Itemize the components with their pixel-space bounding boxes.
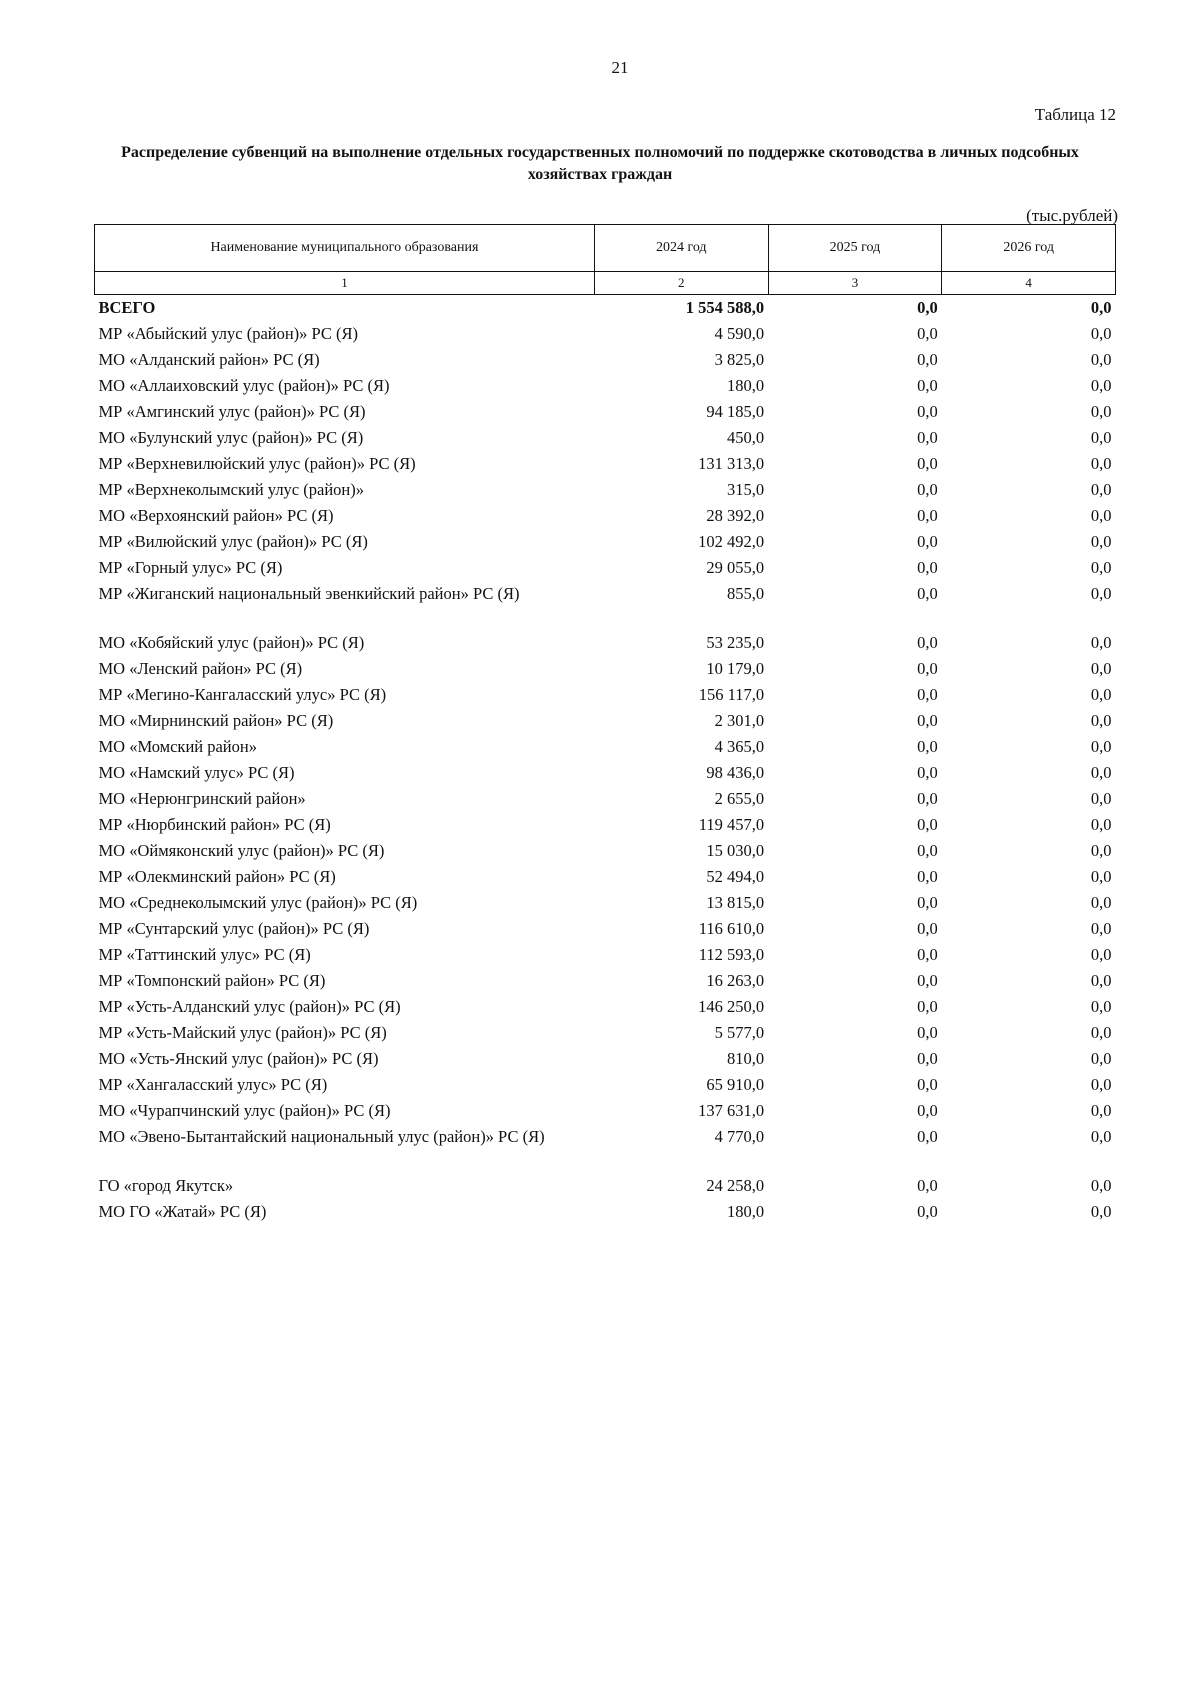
- value-2025-cell: 0,0: [917, 971, 938, 990]
- table-row: [95, 1199, 1116, 1225]
- table-row: [95, 555, 1116, 581]
- municipality-name-cell: МО «Нерюнгринский район»: [98, 789, 306, 808]
- column-header-2026: 2026 год: [942, 225, 1116, 272]
- value-2024-cell: 450,0: [727, 428, 765, 447]
- value-2026-cell: 0,0: [1090, 971, 1112, 990]
- value-2024-cell: 52 494,0: [706, 867, 765, 886]
- table-row: [95, 503, 1116, 529]
- value-2026-cell: 0,0: [1090, 737, 1112, 756]
- table-number: Таблица 12: [1034, 105, 1116, 124]
- table-row: [95, 1098, 1116, 1124]
- value-2024-cell: 16 263,0: [706, 971, 765, 990]
- table-row: [95, 708, 1116, 734]
- value-2026-cell: 0,0: [1090, 1127, 1112, 1146]
- value-2025-cell: 0,0: [917, 584, 938, 603]
- value-2025-cell: 0,0: [917, 350, 938, 369]
- value-2025-cell: 0,0: [917, 428, 938, 447]
- table-row: [95, 425, 1116, 451]
- value-2025-cell: 0,0: [917, 737, 938, 756]
- value-2024-cell: 810,0: [727, 1049, 765, 1068]
- municipality-name-cell: МО «Мирнинский район» РС (Я): [98, 711, 334, 730]
- value-2026-cell: 0,0: [1090, 376, 1112, 395]
- municipality-name-cell: МР «Усть-Майский улус (район)» РС (Я): [98, 1023, 387, 1042]
- page-number: 21: [611, 58, 629, 77]
- table-row: [95, 760, 1116, 786]
- column-index: 4: [942, 272, 1116, 295]
- table-row: [95, 321, 1116, 347]
- value-2024-cell: 2 655,0: [714, 789, 765, 808]
- column-index: 2: [594, 272, 768, 295]
- table-row: [95, 451, 1116, 477]
- value-2025-cell: 0,0: [917, 763, 938, 782]
- municipality-name-cell: МО «Кобяйский улус (район)» РС (Я): [98, 633, 365, 652]
- value-2024-cell: 13 815,0: [706, 893, 765, 912]
- value-2025-cell: 0,0: [917, 532, 938, 551]
- table-row: [95, 630, 1116, 656]
- municipality-name-cell: МО «Момский район»: [98, 737, 257, 756]
- value-2025-cell: 0,0: [917, 558, 938, 577]
- value-2025-cell: 0,0: [917, 480, 938, 499]
- value-2025-cell: 0,0: [917, 711, 938, 730]
- value-2024-cell: 1 554 588,0: [594, 295, 768, 322]
- value-2025-cell: 0,0: [917, 997, 938, 1016]
- value-2024-cell: 29 055,0: [706, 558, 765, 577]
- value-2024-cell: 28 392,0: [706, 506, 765, 525]
- value-2026-cell: 0,0: [1090, 1049, 1112, 1068]
- document-title: Распределение субвенций на выполнение отдельных государственных полномочий по поддержке скотоводства в личных подсобных хозяйствах граждан: [121, 144, 1079, 183]
- value-2024-cell: 65 910,0: [706, 1075, 765, 1094]
- value-2026-cell: 0,0: [1090, 402, 1112, 421]
- spacer-row: [95, 607, 1116, 630]
- municipality-name-cell: МР «Верхнеколымский улус (район)»: [98, 480, 364, 499]
- value-2026-cell: 0,0: [1090, 659, 1112, 678]
- value-2026-cell: 0,0: [1090, 1202, 1112, 1221]
- municipality-name-cell: МР «Томпонский район» РС (Я): [98, 971, 326, 990]
- value-2026-cell: 0,0: [1090, 454, 1112, 473]
- value-2024-cell: 119 457,0: [698, 815, 765, 834]
- value-2026-cell: 0,0: [1090, 480, 1112, 499]
- municipality-name-cell: МР «Нюрбинский район» РС (Я): [98, 815, 331, 834]
- value-2025-cell: 0,0: [917, 841, 938, 860]
- column-header-name: Наименование муниципального образования: [95, 225, 595, 272]
- value-2026-cell: 0,0: [1090, 506, 1112, 525]
- value-2026-cell: 0,0: [1090, 763, 1112, 782]
- value-2025-cell: 0,0: [917, 1176, 938, 1195]
- value-2024-cell: 180,0: [727, 376, 765, 395]
- table-row: [95, 916, 1116, 942]
- value-2026-cell: 0,0: [1090, 532, 1112, 551]
- value-2025-cell: 0,0: [917, 919, 938, 938]
- column-header-2024: 2024 год: [594, 225, 768, 272]
- value-2024-cell: 5 577,0: [714, 1023, 765, 1042]
- municipality-name-cell: МР «Хангаласский улус» РС (Я): [98, 1075, 328, 1094]
- table-row: [95, 812, 1116, 838]
- value-2026-cell: 0,0: [1090, 1075, 1112, 1094]
- value-2024-cell: 102 492,0: [698, 532, 765, 551]
- value-2026-cell: 0,0: [1090, 685, 1112, 704]
- table-row: [95, 656, 1116, 682]
- table-row: [95, 786, 1116, 812]
- unit-label: (тыс.рублей): [1026, 206, 1118, 225]
- value-2026-cell: 0,0: [1090, 789, 1112, 808]
- municipality-name-cell: МР «Олекминский район» РС (Я): [98, 867, 336, 886]
- municipality-name-cell: ГО «город Якутск»: [98, 1176, 234, 1195]
- value-2025-cell: 0,0: [917, 685, 938, 704]
- municipality-name-cell: МО «Среднеколымский улус (район)» РС (Я): [98, 893, 418, 912]
- table-row: [95, 864, 1116, 890]
- value-2025-cell: 0,0: [917, 815, 938, 834]
- municipality-name-cell: МР «Сунтарский улус (район)» РС (Я): [98, 919, 370, 938]
- value-2024-cell: 15 030,0: [706, 841, 765, 860]
- municipality-name-cell: МР «Верхневилюйский улус (район)» РС (Я): [98, 454, 416, 473]
- column-header-2025: 2025 год: [768, 225, 942, 272]
- value-2025-cell: 0,0: [917, 1101, 938, 1120]
- table-row: [95, 838, 1116, 864]
- value-2025-cell: 0,0: [917, 506, 938, 525]
- municipality-name-cell: МО «Верхоянский район» РС (Я): [98, 506, 334, 525]
- value-2026-cell: 0,0: [1090, 815, 1112, 834]
- value-2024-cell: 4 365,0: [714, 737, 765, 756]
- municipality-name-cell: МО «Усть-Янский улус (район)» РС (Я): [98, 1049, 379, 1068]
- value-2026-cell: 0,0: [1090, 997, 1112, 1016]
- value-2024-cell: 53 235,0: [706, 633, 765, 652]
- table-row: [95, 347, 1116, 373]
- municipality-name-cell: МР «Жиганский национальный эвенкийский район» РС (Я): [98, 584, 520, 603]
- value-2025-cell: 0,0: [917, 1023, 938, 1042]
- municipality-name-cell: МР «Мегино-Кангаласский улус» РС (Я): [98, 685, 387, 704]
- value-2025-cell: 0,0: [917, 789, 938, 808]
- municipality-name-cell: МР «Усть-Алданский улус (район)» РС (Я): [98, 997, 401, 1016]
- value-2025-cell: 0,0: [917, 454, 938, 473]
- value-2026-cell: 0,0: [1090, 633, 1112, 652]
- column-index: 1: [95, 272, 595, 295]
- value-2024-cell: 98 436,0: [706, 763, 765, 782]
- value-2024-cell: 24 258,0: [706, 1176, 765, 1195]
- value-2024-cell: 146 250,0: [698, 997, 765, 1016]
- table-row: [95, 477, 1116, 503]
- table-row: [95, 890, 1116, 916]
- spacer-row: [95, 1150, 1116, 1173]
- value-2026-cell: 0,0: [1090, 428, 1112, 447]
- value-2026-cell: 0,0: [1090, 584, 1112, 603]
- value-2026-cell: 0,0: [1090, 893, 1112, 912]
- table-row: [95, 1046, 1116, 1072]
- value-2025-cell: 0,0: [917, 1049, 938, 1068]
- value-2026-cell: 0,0: [1090, 711, 1112, 730]
- value-2024-cell: 2 301,0: [714, 711, 765, 730]
- value-2024-cell: 4 770,0: [714, 1127, 765, 1146]
- value-2025-cell: 0,0: [917, 402, 938, 421]
- municipality-name-cell: МО «Аллаиховский улус (район)» РС (Я): [98, 376, 390, 395]
- value-2026-cell: 0,0: [1090, 324, 1112, 343]
- column-index-row: [95, 272, 1116, 295]
- municipality-name-cell: ВСЕГО: [95, 295, 595, 322]
- municipality-name-cell: МО «Булунский улус (район)» РС (Я): [98, 428, 364, 447]
- value-2024-cell: 112 593,0: [698, 945, 765, 964]
- value-2026-cell: 0,0: [1090, 1101, 1112, 1120]
- value-2026-cell: 0,0: [1090, 350, 1112, 369]
- value-2025-cell: 0,0: [768, 295, 942, 322]
- table-row: [95, 1124, 1116, 1150]
- value-2024-cell: 180,0: [727, 1202, 765, 1221]
- value-2024-cell: 4 590,0: [714, 324, 765, 343]
- value-2024-cell: 156 117,0: [698, 685, 765, 704]
- table-row: [95, 682, 1116, 708]
- municipality-name-cell: МО «Эвено-Бытантайский национальный улус (район)» РС (Я): [98, 1127, 545, 1146]
- municipality-name-cell: МР «Амгинский улус (район)» РС (Я): [98, 402, 366, 421]
- value-2025-cell: 0,0: [917, 633, 938, 652]
- municipality-name-cell: МР «Горный улус» РС (Я): [98, 558, 283, 577]
- value-2025-cell: 0,0: [917, 867, 938, 886]
- value-2026-cell: 0,0: [1090, 945, 1112, 964]
- municipality-name-cell: МР «Абыйский улус (район)» РС (Я): [98, 324, 359, 343]
- value-2024-cell: 131 313,0: [698, 454, 765, 473]
- table-header: [95, 225, 1116, 295]
- value-2026-cell: 0,0: [1090, 1176, 1112, 1195]
- value-2025-cell: 0,0: [917, 1202, 938, 1221]
- municipality-name-cell: МО «Чурапчинский улус (район)» РС (Я): [98, 1101, 391, 1120]
- value-2025-cell: 0,0: [917, 1075, 938, 1094]
- table-row: [95, 1020, 1116, 1046]
- table-row: [95, 529, 1116, 555]
- table-row: [95, 994, 1116, 1020]
- value-2026-cell: 0,0: [1090, 558, 1112, 577]
- value-2026-cell: 0,0: [1090, 1023, 1112, 1042]
- value-2026-cell: 0,0: [1090, 841, 1112, 860]
- value-2026-cell: 0,0: [1090, 919, 1112, 938]
- column-index: 3: [768, 272, 942, 295]
- table-row: [95, 734, 1116, 760]
- table-row: [95, 942, 1116, 968]
- table-row: [95, 581, 1116, 607]
- municipality-name-cell: МО «Оймяконский улус (район)» РС (Я): [98, 841, 385, 860]
- table-body: [95, 295, 1116, 1226]
- municipality-name-cell: МО ГО «Жатай» РС (Я): [98, 1202, 267, 1221]
- value-2024-cell: 10 179,0: [706, 659, 765, 678]
- value-2025-cell: 0,0: [917, 376, 938, 395]
- value-2025-cell: 0,0: [917, 659, 938, 678]
- value-2024-cell: 855,0: [727, 584, 765, 603]
- municipality-name-cell: МР «Вилюйский улус (район)» РС (Я): [98, 532, 368, 551]
- value-2024-cell: 3 825,0: [714, 350, 765, 369]
- subsidy-table: [94, 224, 1116, 1225]
- value-2024-cell: 94 185,0: [706, 402, 765, 421]
- value-2025-cell: 0,0: [917, 1127, 938, 1146]
- table-row: [95, 968, 1116, 994]
- value-2024-cell: 116 610,0: [698, 919, 765, 938]
- value-2024-cell: 137 631,0: [698, 1101, 765, 1120]
- total-row: [95, 295, 1116, 322]
- table-row: [95, 1173, 1116, 1199]
- table-row: [95, 399, 1116, 425]
- value-2025-cell: 0,0: [917, 893, 938, 912]
- municipality-name-cell: МО «Ленский район» РС (Я): [98, 659, 303, 678]
- municipality-name-cell: МО «Алданский район» РС (Я): [98, 350, 320, 369]
- table-row: [95, 373, 1116, 399]
- value-2025-cell: 0,0: [917, 945, 938, 964]
- table-row: [95, 1072, 1116, 1098]
- municipality-name-cell: МО «Намский улус» РС (Я): [98, 763, 295, 782]
- value-2025-cell: 0,0: [917, 324, 938, 343]
- value-2024-cell: 315,0: [727, 480, 765, 499]
- value-2026-cell: 0,0: [942, 295, 1116, 322]
- municipality-name-cell: МР «Таттинский улус» РС (Я): [98, 945, 311, 964]
- value-2026-cell: 0,0: [1090, 867, 1112, 886]
